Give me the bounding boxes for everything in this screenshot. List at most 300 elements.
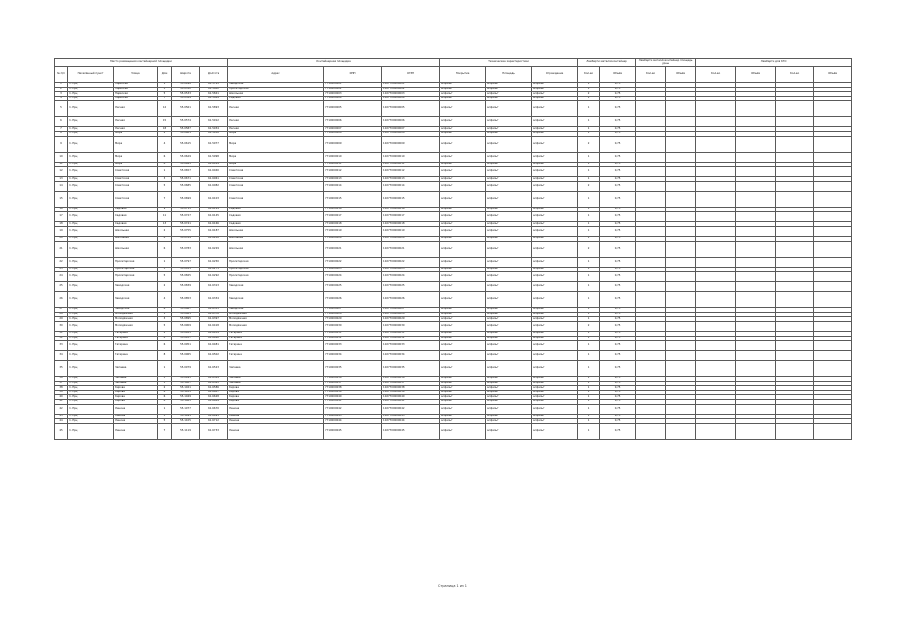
cell-n: 26 bbox=[55, 292, 68, 308]
cell-vol: 0,75 bbox=[600, 207, 636, 212]
cell-lon: 61.6271 bbox=[200, 267, 228, 272]
cell-qty: 1 bbox=[578, 177, 600, 182]
cell-lat: 55.0951 bbox=[172, 341, 200, 351]
cell-inn: 7710000024 bbox=[324, 272, 382, 282]
cell-empty bbox=[814, 191, 852, 207]
column-header: Объём bbox=[600, 67, 636, 83]
cell-area: асфальт bbox=[486, 312, 532, 317]
cell-cover: асфальт bbox=[440, 241, 486, 257]
cell-empty bbox=[636, 321, 666, 331]
cell-place: п. Ерц bbox=[68, 267, 114, 272]
cell-vol: 0,75 bbox=[600, 386, 636, 391]
cell-n: 22 bbox=[55, 257, 68, 267]
cell-inn: 7710000002 bbox=[324, 87, 382, 92]
cell-lon: 61.6607 bbox=[200, 390, 228, 395]
cell-ogrn: 1027700000022 bbox=[382, 257, 440, 267]
cell-empty bbox=[666, 257, 696, 267]
cell-addr: Заводская bbox=[228, 308, 324, 313]
cell-lat: 55.0615 bbox=[172, 136, 200, 152]
cell-empty bbox=[696, 152, 736, 162]
cell-area: асфальт bbox=[486, 181, 532, 191]
cell-n: 36 bbox=[55, 377, 68, 382]
cell-lat: 55.0741 bbox=[172, 222, 200, 227]
cell-lon: 61.6019 bbox=[200, 162, 228, 167]
cell-qty: 1 bbox=[578, 236, 600, 241]
cell-inn: 7710000022 bbox=[324, 257, 382, 267]
cell-ogrn: 1027700000007 bbox=[382, 127, 440, 132]
cell-n: 15 bbox=[55, 191, 68, 207]
group-header-urn: Ламбарти металлоконтейнер площадь урны bbox=[636, 59, 696, 67]
cell-qty: 1 bbox=[578, 317, 600, 322]
cell-lat: 55.0825 bbox=[172, 272, 200, 282]
cell-house: 4 bbox=[158, 236, 172, 241]
cell-cover: асфальт bbox=[440, 131, 486, 136]
cell-lon: 61.5912 bbox=[200, 117, 228, 127]
cell-street: Молодёжная bbox=[114, 317, 158, 322]
cell-empty bbox=[736, 136, 776, 152]
cell-street: Советская bbox=[114, 191, 158, 207]
cell-ogrn: 1027700000009 bbox=[382, 136, 440, 152]
cell-area: асфальт bbox=[486, 321, 532, 331]
cell-vol: 0,75 bbox=[600, 423, 636, 439]
cell-lat: 55.0853 bbox=[172, 292, 200, 308]
cell-addr: Садовая bbox=[228, 222, 324, 227]
cell-place: п. Ерц bbox=[68, 386, 114, 391]
column-header: Адрес bbox=[228, 67, 324, 83]
cell-empty bbox=[736, 282, 776, 292]
cell-place: п. Ерц bbox=[68, 152, 114, 162]
cell-fence: асфальт bbox=[532, 419, 578, 424]
cell-empty bbox=[776, 167, 814, 177]
cell-empty bbox=[666, 117, 696, 127]
cell-empty bbox=[696, 351, 736, 361]
cell-empty bbox=[696, 257, 736, 267]
cell-empty bbox=[736, 212, 776, 222]
cell-n: 40 bbox=[55, 395, 68, 400]
cell-empty bbox=[696, 341, 736, 351]
cell-ogrn: 1027700000040 bbox=[382, 395, 440, 400]
cell-lat: 55.0643 bbox=[172, 162, 200, 167]
cell-n: 41 bbox=[55, 400, 68, 405]
cell-cover: асфальт bbox=[440, 177, 486, 182]
cell-addr: Заводская bbox=[228, 83, 324, 88]
cell-n: 8 bbox=[55, 131, 68, 136]
cell-cover: асфальт bbox=[440, 272, 486, 282]
cell-cover: асфальт bbox=[440, 226, 486, 236]
cell-street: Мира bbox=[114, 152, 158, 162]
cell-empty bbox=[814, 167, 852, 177]
cell-qty: 1 bbox=[578, 292, 600, 308]
cell-area: асфальт bbox=[486, 167, 532, 177]
cell-empty bbox=[666, 191, 696, 207]
cell-vol: 0,75 bbox=[600, 336, 636, 341]
cell-empty bbox=[636, 136, 666, 152]
cell-empty bbox=[696, 226, 736, 236]
cell-place: п. Ерц bbox=[68, 381, 114, 386]
cell-n: 38 bbox=[55, 386, 68, 391]
table-row bbox=[55, 212, 852, 222]
cell-empty bbox=[776, 282, 814, 292]
cell-house: 8 bbox=[158, 162, 172, 167]
cell-cover: асфальт bbox=[440, 361, 486, 377]
cell-ogrn: 1027700000036 bbox=[382, 377, 440, 382]
cell-house: 11 bbox=[158, 212, 172, 222]
cell-street: Школьная bbox=[114, 241, 158, 257]
cell-vol: 0,75 bbox=[600, 361, 636, 377]
cell-area: асфальт bbox=[486, 272, 532, 282]
cell-place: п. Ерц bbox=[68, 117, 114, 127]
column-header: Кол-во bbox=[696, 67, 736, 83]
cell-empty bbox=[666, 272, 696, 282]
cell-lat: 55.0923 bbox=[172, 331, 200, 336]
cell-lat: 55.0671 bbox=[172, 177, 200, 182]
cell-area: асфальт bbox=[486, 308, 532, 313]
cell-lat: 55.0498 bbox=[172, 83, 200, 88]
cell-house: 2 bbox=[158, 131, 172, 136]
cell-lon: 61.6439 bbox=[200, 331, 228, 336]
cell-area: асфальт bbox=[486, 331, 532, 336]
cell-addr: Школьная bbox=[228, 226, 324, 236]
cell-empty bbox=[736, 321, 776, 331]
cell-empty bbox=[776, 423, 814, 439]
cell-house: 1 bbox=[158, 167, 172, 177]
cell-street: Нарвская bbox=[114, 83, 158, 88]
cell-lat: 55.0587 bbox=[172, 127, 200, 132]
cell-house: 1 bbox=[158, 361, 172, 377]
cell-inn: 7710000029 bbox=[324, 317, 382, 322]
cell-n: 19 bbox=[55, 226, 68, 236]
cell-house: 15 bbox=[158, 117, 172, 127]
cell-lat: 55.0797 bbox=[172, 257, 200, 267]
group-header-site: Контейнерная площадка bbox=[228, 59, 440, 67]
cell-vol: 0,75 bbox=[600, 308, 636, 313]
cell-house: 6 bbox=[158, 395, 172, 400]
column-header: Кол-во bbox=[578, 67, 600, 83]
cell-place: п. Ерц bbox=[68, 191, 114, 207]
cell-place: п. Ерц bbox=[68, 292, 114, 308]
cell-ogrn: 1027700000024 bbox=[382, 272, 440, 282]
cell-vol: 0,75 bbox=[600, 117, 636, 127]
cell-lat: 55.0769 bbox=[172, 236, 200, 241]
cell-lat: 55.0965 bbox=[172, 351, 200, 361]
cell-empty bbox=[776, 136, 814, 152]
cell-empty bbox=[636, 167, 666, 177]
cell-empty bbox=[736, 351, 776, 361]
column-header: Населённый пункт bbox=[68, 67, 114, 83]
cell-addr: Лесная bbox=[228, 101, 324, 117]
cell-cover: асфальт bbox=[440, 377, 486, 382]
cell-vol: 0,75 bbox=[600, 241, 636, 257]
cell-qty: 1 bbox=[578, 222, 600, 227]
cell-qty: 1 bbox=[578, 341, 600, 351]
cell-qty: 1 bbox=[578, 257, 600, 267]
column-header: Площадь bbox=[486, 67, 532, 83]
cell-empty bbox=[666, 152, 696, 162]
cell-lat: 55.0937 bbox=[172, 336, 200, 341]
cell-fence: асфальт bbox=[532, 272, 578, 282]
cell-n: 44 bbox=[55, 419, 68, 424]
cell-place: п. Ерц bbox=[68, 236, 114, 241]
cell-cover: асфальт bbox=[440, 308, 486, 313]
cell-street: Садовая bbox=[114, 207, 158, 212]
cell-qty: 1 bbox=[578, 414, 600, 419]
cell-lon: 61.6166 bbox=[200, 222, 228, 227]
cell-lon: 61.6712 bbox=[200, 419, 228, 424]
cell-empty bbox=[696, 321, 736, 331]
cell-fence: асфальт bbox=[532, 257, 578, 267]
cell-ogrn: 1027700000045 bbox=[382, 423, 440, 439]
cell-street: Лесная bbox=[114, 127, 158, 132]
cell-empty bbox=[666, 136, 696, 152]
cell-lon: 61.6208 bbox=[200, 236, 228, 241]
cell-house: 5 bbox=[158, 381, 172, 386]
cell-place: п. Ерц bbox=[68, 181, 114, 191]
cell-vol: 0,75 bbox=[600, 96, 636, 101]
cell-area: асфальт bbox=[486, 400, 532, 405]
cell-lat: 55.0533 bbox=[172, 92, 200, 97]
cell-inn: 7710000017 bbox=[324, 212, 382, 222]
cell-empty bbox=[814, 404, 852, 414]
cell-inn: 7710000010 bbox=[324, 152, 382, 162]
cell-cover: асфальт bbox=[440, 83, 486, 88]
cell-fence: асфальт bbox=[532, 222, 578, 227]
cell-n: 9 bbox=[55, 136, 68, 152]
cell-qty: 1 bbox=[578, 191, 600, 207]
cell-street: Гагарина bbox=[114, 336, 158, 341]
cell-empty bbox=[776, 361, 814, 377]
cell-fence: асфальт bbox=[532, 400, 578, 405]
cell-lat: 55.0811 bbox=[172, 267, 200, 272]
cell-inn: 7710000040 bbox=[324, 395, 382, 400]
column-header: ИНН bbox=[324, 67, 382, 83]
cell-inn: 7710000008 bbox=[324, 131, 382, 136]
cell-empty bbox=[696, 404, 736, 414]
cell-addr: Мира bbox=[228, 136, 324, 152]
cell-place: п. Ерц bbox=[68, 404, 114, 414]
cell-lat: 55.1007 bbox=[172, 381, 200, 386]
cell-fence: асфальт bbox=[532, 423, 578, 439]
cell-lon: 61.5893 bbox=[200, 101, 228, 117]
cell-cover: асфальт bbox=[440, 191, 486, 207]
cell-ogrn: 1027700000002 bbox=[382, 87, 440, 92]
cell-cover: асфальт bbox=[440, 167, 486, 177]
cell-addr: Кирова bbox=[228, 390, 324, 395]
cell-cover: асфальт bbox=[440, 381, 486, 386]
cell-empty bbox=[696, 241, 736, 257]
cell-lon: 61.6565 bbox=[200, 381, 228, 386]
cell-inn: 7710000016 bbox=[324, 207, 382, 212]
cell-cover: асфальт bbox=[440, 96, 486, 101]
cell-lat: 55.0699 bbox=[172, 191, 200, 207]
cell-fence: асфальт bbox=[532, 207, 578, 212]
cell-fence: асфальт bbox=[532, 317, 578, 322]
cell-inn: 7710000045 bbox=[324, 423, 382, 439]
cell-house: 6 bbox=[158, 152, 172, 162]
table-row bbox=[55, 257, 852, 267]
cell-qty: 1 bbox=[578, 423, 600, 439]
cell-ogrn: 1027700000016 bbox=[382, 207, 440, 212]
cell-cover: асфальт bbox=[440, 419, 486, 424]
cell-n: 6 bbox=[55, 117, 68, 127]
cell-inn: 7710000027 bbox=[324, 308, 382, 313]
cell-addr: Мира bbox=[228, 152, 324, 162]
cell-street: Кирова bbox=[114, 390, 158, 395]
group-header-kgo: Ламбарти для КГО bbox=[696, 59, 852, 67]
cell-empty bbox=[636, 351, 666, 361]
page-footer: Страница 1 из 1 bbox=[438, 584, 467, 588]
cell-n: 10 bbox=[55, 152, 68, 162]
cell-qty: 1 bbox=[578, 312, 600, 317]
cell-addr: Молодёжная bbox=[228, 312, 324, 317]
cell-inn: 7710000028 bbox=[324, 312, 382, 317]
cell-n: 21 bbox=[55, 241, 68, 257]
cell-ogrn: 1027700000019 bbox=[382, 226, 440, 236]
cell-n: 12 bbox=[55, 167, 68, 177]
cell-vol: 0,75 bbox=[600, 191, 636, 207]
cell-n: 7 bbox=[55, 127, 68, 132]
cell-addr: Садовая bbox=[228, 212, 324, 222]
cell-empty bbox=[736, 117, 776, 127]
cell-lat: 55.1063 bbox=[172, 400, 200, 405]
column-header-row bbox=[55, 67, 852, 83]
cell-area: асфальт bbox=[486, 96, 532, 101]
cell-fence: асфальт bbox=[532, 177, 578, 182]
cell-empty bbox=[814, 292, 852, 308]
cell-street: Нарвская bbox=[114, 96, 158, 101]
cell-street: Гагарина bbox=[114, 341, 158, 351]
cell-cover: асфальт bbox=[440, 312, 486, 317]
cell-empty bbox=[814, 423, 852, 439]
cell-vol: 0,75 bbox=[600, 87, 636, 92]
cell-street: Чапаева bbox=[114, 377, 158, 382]
cell-lon: 61.6418 bbox=[200, 321, 228, 331]
column-header: Широта bbox=[172, 67, 200, 83]
cell-fence: асфальт bbox=[532, 226, 578, 236]
cell-empty bbox=[696, 282, 736, 292]
cell-cover: асфальт bbox=[440, 317, 486, 322]
cell-addr: Советская bbox=[228, 181, 324, 191]
cell-house: 3 bbox=[158, 267, 172, 272]
cell-fence: асфальт bbox=[532, 336, 578, 341]
cell-inn: 7710000030 bbox=[324, 321, 382, 331]
cell-n: 2 bbox=[55, 87, 68, 92]
table-row bbox=[55, 167, 852, 177]
table-row bbox=[55, 226, 852, 236]
cell-inn: 7710000018 bbox=[324, 222, 382, 227]
cell-lat: 55.1035 bbox=[172, 390, 200, 395]
cell-qty: 1 bbox=[578, 282, 600, 292]
cell-inn: 7710000004 bbox=[324, 96, 382, 101]
cell-house: 1 bbox=[158, 312, 172, 317]
cell-fence: асфальт bbox=[532, 351, 578, 361]
cell-empty bbox=[666, 241, 696, 257]
cell-ogrn: 1027700000030 bbox=[382, 321, 440, 331]
cell-ogrn: 1027700000020 bbox=[382, 236, 440, 241]
table-row bbox=[55, 341, 852, 351]
cell-place: п. Ерц bbox=[68, 282, 114, 292]
cell-street: Школьная bbox=[114, 226, 158, 236]
cell-empty bbox=[776, 351, 814, 361]
cell-area: асфальт bbox=[486, 191, 532, 207]
cell-qty: 1 bbox=[578, 400, 600, 405]
cell-street: Садовая bbox=[114, 212, 158, 222]
cell-empty bbox=[636, 212, 666, 222]
cell-empty bbox=[814, 351, 852, 361]
cell-fence: асфальт bbox=[532, 414, 578, 419]
cell-empty bbox=[666, 404, 696, 414]
column-header: Кол-во bbox=[636, 67, 666, 83]
cell-addr: Ленина bbox=[228, 414, 324, 419]
cell-vol: 0,75 bbox=[600, 181, 636, 191]
cell-inn: 7710000005 bbox=[324, 101, 382, 117]
cell-vol: 0,75 bbox=[600, 400, 636, 405]
cell-empty bbox=[776, 117, 814, 127]
cell-fence: асфальт bbox=[532, 321, 578, 331]
cell-addr: Заводская bbox=[228, 282, 324, 292]
cell-area: асфальт bbox=[486, 414, 532, 419]
cell-inn: 7710000043 bbox=[324, 414, 382, 419]
cell-qty: 1 bbox=[578, 96, 600, 101]
cell-area: асфальт bbox=[486, 381, 532, 386]
cell-addr: Ленина bbox=[228, 423, 324, 439]
cell-fence: асфальт bbox=[532, 101, 578, 117]
cell-area: асфальт bbox=[486, 87, 532, 92]
cell-place: п. Ерц bbox=[68, 96, 114, 101]
cell-area: асфальт bbox=[486, 241, 532, 257]
cell-fence: асфальт bbox=[532, 162, 578, 167]
cell-vol: 0,75 bbox=[600, 131, 636, 136]
cell-vol: 0,75 bbox=[600, 404, 636, 414]
cell-cover: асфальт bbox=[440, 321, 486, 331]
cell-qty: 2 bbox=[578, 181, 600, 191]
cell-house: 8 bbox=[158, 351, 172, 361]
cell-lon: 61.5869 bbox=[200, 96, 228, 101]
column-header: № п/п bbox=[55, 67, 68, 83]
cell-cover: асфальт bbox=[440, 282, 486, 292]
cell-inn: 7710000003 bbox=[324, 92, 382, 97]
cell-place: п. Ерц bbox=[68, 162, 114, 167]
cell-house: 1 bbox=[158, 257, 172, 267]
cell-empty bbox=[696, 361, 736, 377]
cell-lat: 55.1119 bbox=[172, 423, 200, 439]
cell-n: 33 bbox=[55, 341, 68, 351]
cell-n: 16 bbox=[55, 207, 68, 212]
column-header: Улица bbox=[114, 67, 158, 83]
cell-fence: асфальт bbox=[532, 117, 578, 127]
cell-addr: Пролетарская bbox=[228, 87, 324, 92]
cell-area: асфальт bbox=[486, 423, 532, 439]
cell-lon: 61.6460 bbox=[200, 336, 228, 341]
cell-place: п. Ерц bbox=[68, 400, 114, 405]
cell-ogrn: 1027700000041 bbox=[382, 400, 440, 405]
cell-street: Нарвская bbox=[114, 92, 158, 97]
cell-vol: 0,75 bbox=[600, 282, 636, 292]
cell-area: асфальт bbox=[486, 162, 532, 167]
cell-empty bbox=[814, 117, 852, 127]
cell-place: п. Ерц bbox=[68, 241, 114, 257]
cell-empty bbox=[736, 341, 776, 351]
cell-n: 1 bbox=[55, 83, 68, 88]
cell-place: п. Ерц bbox=[68, 131, 114, 136]
cell-cover: асфальт bbox=[440, 395, 486, 400]
column-header: Ограждение bbox=[532, 67, 578, 83]
cell-addr: Кирова bbox=[228, 386, 324, 391]
cell-empty bbox=[636, 272, 666, 282]
table-body bbox=[55, 83, 852, 440]
cell-area: асфальт bbox=[486, 361, 532, 377]
cell-ogrn: 1027700000043 bbox=[382, 414, 440, 419]
cell-vol: 0,75 bbox=[600, 212, 636, 222]
